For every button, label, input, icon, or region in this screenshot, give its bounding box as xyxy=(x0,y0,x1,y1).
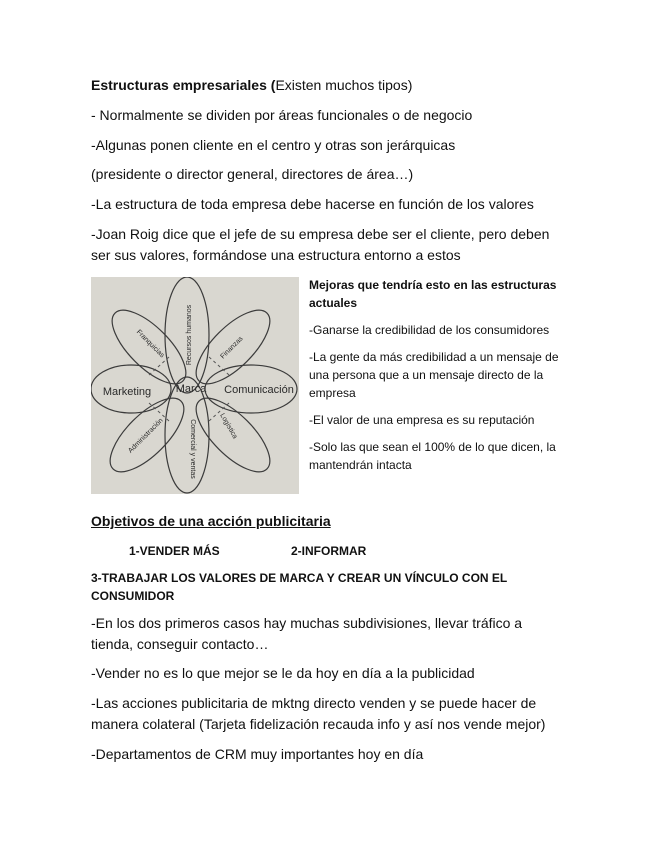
diagram-top-right-label: Finanzas xyxy=(219,335,245,361)
section2-line: -Las acciones publicitaria de mktng directo venden y se puede hacer de xyxy=(91,695,537,711)
diagram-top-label: Recursos humanos xyxy=(186,304,193,366)
diagram-bottom-label: Comercial y ventas xyxy=(189,419,196,479)
improvements-title xyxy=(309,276,564,312)
diagram-center-label: Marca xyxy=(175,383,207,395)
objective-2: 2-INFORMAR xyxy=(291,544,367,558)
section1-line: -Joan Roig dice que el jefe de su empresa debe ser el cliente, pero deben xyxy=(91,226,550,242)
improvements-title-line: actuales xyxy=(309,296,358,310)
section1-line: (presidente o director general, directores de área…) xyxy=(91,166,414,182)
objective-3-line: 3-TRABAJAR LOS VALORES DE MARCA Y CREAR UN VÍNCULO CON EL xyxy=(91,571,508,585)
diagram-bottom-left-label: Administración xyxy=(127,417,165,455)
section1-line: ser sus valores, formándose una estructura entorno a estos xyxy=(91,247,461,263)
section1-line: -Algunas ponen cliente en el centro y otras son jerárquicas xyxy=(91,137,456,153)
section2-line: tienda, conseguir contacto… xyxy=(91,636,269,652)
section1-title-bold: Estructuras empresariales ( xyxy=(91,77,276,93)
improvement-item: -La gente da más credibilidad a un mensaje de una persona que a un mensaje directo de la empresa xyxy=(309,350,559,400)
organization-flower-diagram xyxy=(91,277,299,494)
improvement-item: -El valor de una empresa es su reputación xyxy=(309,413,535,427)
section2-title: Objetivos de una acción publicitaria xyxy=(91,513,331,529)
section1-title-rest: Existen muchos tipos) xyxy=(275,77,413,93)
section1-title xyxy=(91,75,412,96)
improvement-item: -Solo las que sean el 100% de lo que dicen, la mantendrán intacta xyxy=(309,440,556,472)
section1-line: -La estructura de toda empresa debe hacerse en función de los valores xyxy=(91,196,534,212)
improvements-title-line: Mejoras que tendría esto en las estructuras xyxy=(309,278,557,292)
section2-line: -En los dos primeros casos hay muchas subdivisiones, llevar tráfico a xyxy=(91,615,523,631)
objective-3-line: CONSUMIDOR xyxy=(91,589,175,603)
diagram-top-left-label: Franquicias xyxy=(134,328,166,360)
diagram-right-label: Comunicación xyxy=(224,384,294,396)
diagram-left-label: Marketing xyxy=(102,386,152,398)
improvement-item: -Ganarse la credibilidad de los consumidores xyxy=(309,323,550,337)
section2-line: -Vender no es lo que mejor se le da hoy en día a la publicidad xyxy=(91,665,475,681)
section1-line: - Normalmente se dividen por áreas funcionales o de negocio xyxy=(91,107,473,123)
diagram-bottom-right-label: Logística xyxy=(218,412,239,441)
objective-1: 1-VENDER MÁS xyxy=(129,544,220,558)
section2-line: manera colateral (Tarjeta fidelización recauda info y así nos vende mejor) xyxy=(91,716,546,732)
section2-line: -Departamentos de CRM muy importantes hoy en día xyxy=(91,746,424,762)
